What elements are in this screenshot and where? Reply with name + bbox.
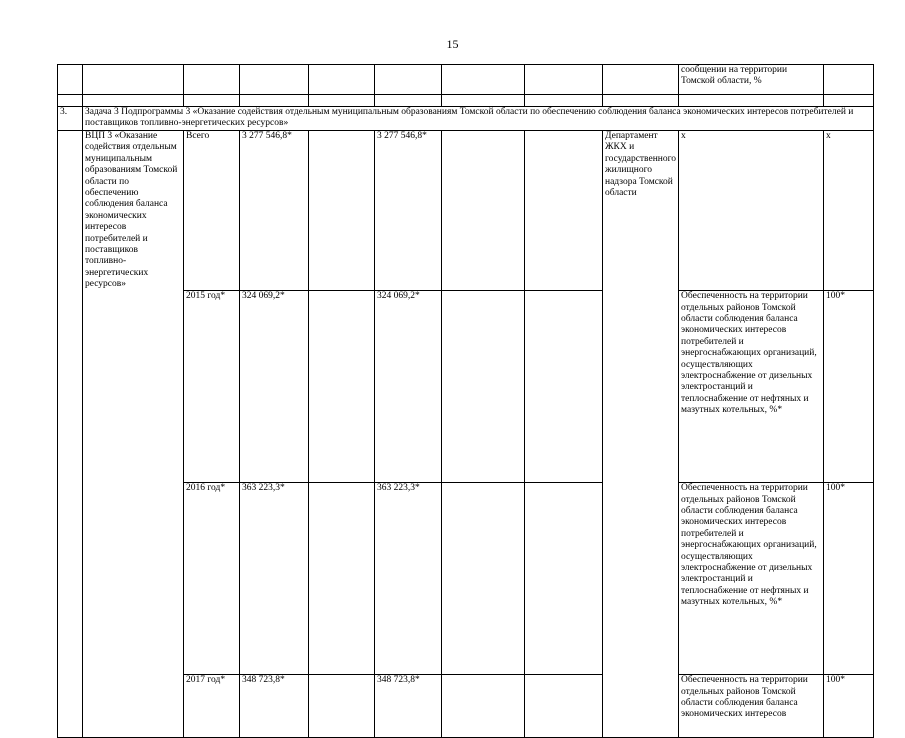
- cell-empty: [824, 65, 874, 95]
- cell-empty: [525, 131, 603, 291]
- cell-empty: [525, 65, 603, 95]
- cell-empty: [309, 95, 375, 107]
- cell-empty: [83, 675, 184, 738]
- indicator-cell: сообщении на территории Томской области, %: [679, 65, 824, 95]
- cell-empty: [240, 65, 309, 95]
- year-label: 2016 год*: [184, 483, 240, 675]
- cell-empty: [603, 483, 679, 675]
- table-row-spacer: [58, 95, 874, 107]
- task-row: [58, 107, 874, 131]
- task-title: Задача 3 Подпрограммы 3 «Оказание содействия отдельным муниципальным образованиям Томской области по обеспечению соблюдения баланса экономических интересов потребителей и поставщиков топливно-энергетических ресурсов»: [83, 107, 874, 131]
- cell-empty: [442, 65, 525, 95]
- year-amount: 348 723,8*: [240, 675, 309, 738]
- cell-empty: [309, 131, 375, 291]
- cell-empty: [58, 65, 83, 95]
- total-indicator: х: [679, 131, 824, 291]
- year-row-2015: [58, 291, 874, 483]
- year-regional: 348 723,8*: [375, 675, 442, 738]
- year-amount: 324 069,2*: [240, 291, 309, 483]
- cell-empty: [603, 95, 679, 107]
- year-row-2017: [58, 675, 874, 738]
- cell-empty: [375, 65, 442, 95]
- cell-empty: [58, 483, 83, 675]
- cell-empty: [309, 291, 375, 483]
- cell-empty: [83, 291, 184, 483]
- cell-empty: [525, 483, 603, 675]
- year-indicator: Обеспеченность на территории отдельных районов Томской области соблюдения баланса экономических интересов: [679, 675, 824, 738]
- cell-empty: [240, 95, 309, 107]
- cell-empty: [442, 95, 525, 107]
- year-label: 2017 год*: [184, 675, 240, 738]
- cell-empty: [309, 65, 375, 95]
- cell-empty: [603, 65, 679, 95]
- total-label: Всего: [184, 131, 240, 291]
- cell-empty: [442, 483, 525, 675]
- total-regional: 3 277 546,8*: [375, 131, 442, 291]
- program-table: [57, 64, 874, 738]
- cell-empty: [824, 95, 874, 107]
- total-value: х: [824, 131, 874, 291]
- cell-empty: [525, 95, 603, 107]
- cell-empty: [58, 131, 83, 291]
- year-value: 100*: [824, 291, 874, 483]
- cell-empty: [442, 675, 525, 738]
- year-row-2016: [58, 483, 874, 675]
- year-value: 100*: [824, 483, 874, 675]
- cell-empty: [58, 291, 83, 483]
- page-number: 15: [446, 37, 459, 51]
- cell-empty: [83, 95, 184, 107]
- cell-empty: [58, 95, 83, 107]
- cell-empty: [58, 675, 83, 738]
- cell-empty: [603, 675, 679, 738]
- cell-empty: [375, 95, 442, 107]
- total-row: [58, 131, 874, 291]
- cell-empty: [184, 95, 240, 107]
- year-value: 100*: [824, 675, 874, 738]
- cell-empty: [679, 95, 824, 107]
- cell-empty: [442, 291, 525, 483]
- cell-empty: [184, 65, 240, 95]
- year-amount: 363 223,3*: [240, 483, 309, 675]
- cell-empty: [83, 483, 184, 675]
- task-number: 3.: [58, 107, 83, 131]
- year-label: 2015 год*: [184, 291, 240, 483]
- year-indicator: Обеспеченность на территории отдельных районов Томской области соблюдения баланса экономических интересов потребителей и энергоснабжающих организаций, осуществляющих электроснабжение от дизельных электростанций и теплоснабжение от нефтяных и мазутных котельных, %*: [679, 291, 824, 483]
- year-regional: 324 069,2*: [375, 291, 442, 483]
- table-row-continued: [58, 65, 874, 95]
- vcp-name: ВЦП 3 «Оказание содействия отдельным муниципальным образованиям Томской области по обеспечению соблюдения баланса экономических интересов потребителей и поставщиков топливно-энергетических ресурсов»: [83, 131, 184, 291]
- cell-empty: [525, 291, 603, 483]
- cell-empty: [525, 675, 603, 738]
- cell-empty: [603, 291, 679, 483]
- year-indicator: Обеспеченность на территории отдельных районов Томской области соблюдения баланса экономических интересов потребителей и энергоснабжающих организаций, осуществляющих электроснабжение от дизельных электростанций и теплоснабжение от нефтяных и мазутных котельных, %*: [679, 483, 824, 675]
- executor: Департамент ЖКХ и государственного жилищного надзора Томской области: [603, 131, 679, 291]
- year-regional: 363 223,3*: [375, 483, 442, 675]
- total-amount: 3 277 546,8*: [240, 131, 309, 291]
- cell-empty: [83, 65, 184, 95]
- cell-empty: [442, 131, 525, 291]
- cell-empty: [309, 483, 375, 675]
- cell-empty: [309, 675, 375, 738]
